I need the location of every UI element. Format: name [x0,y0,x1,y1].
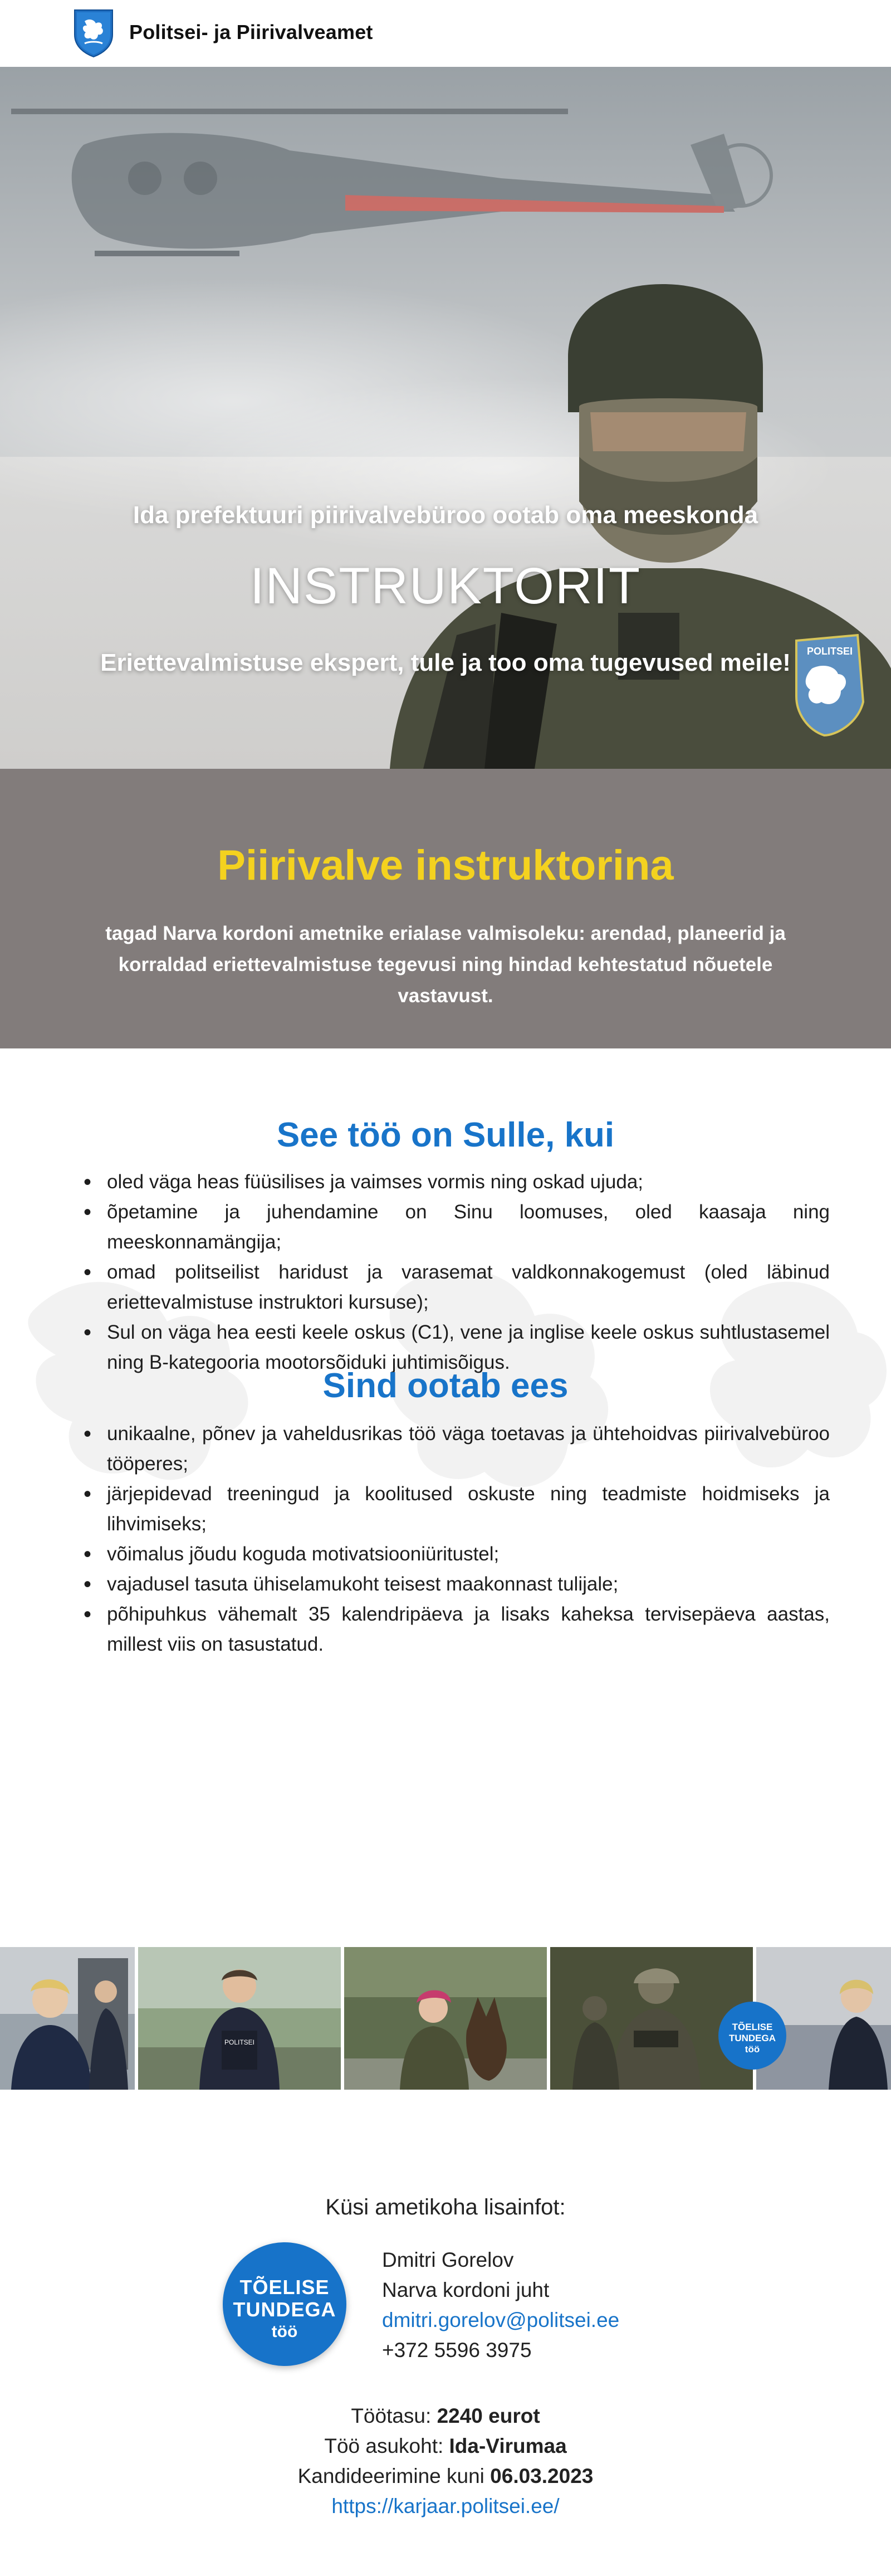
photo-officer-with-dog [344,1947,547,2090]
strip-badge-line1: TÕELISE [732,2022,773,2032]
requirements-title: See töö on Sulle, kui [276,1116,615,1154]
list-item: • vajadusel tasuta ühiselamukoht teisest maakonnast tulijale; [107,1569,830,1599]
location-label: Töö asukoht: [324,2434,449,2457]
salary-label: Töötasu: [351,2404,437,2427]
salary-line [0,2401,891,2431]
deadline-value: 06.03.2023 [490,2465,594,2487]
role-summary-title: Piirivalve instruktorina [217,842,674,889]
svg-text:POLITSEI: POLITSEI [224,2038,255,2046]
role-summary-text: tagad Narva kordoni ametnike erialase valmisoleku: arendad, planeerid ja korraldad eriettevalmistuse tegevusi ning hindad kehtestatud nõuetele vastavust. [105,923,786,1007]
list-item: • õpetamine ja juhendamine on Sinu loomuses, oled kaasaja ning meeskonnamängija; [107,1197,830,1257]
contact-person [382,2245,619,2365]
hero-title: INSTRUKTORIT [249,558,642,614]
list-item: • võimalus jõudu koguda motivatsiooniüritustel; [107,1539,830,1569]
site-header [0,0,891,67]
photo-officer-uniform [138,1947,341,2090]
toelise-tundega-strip-badge [718,2002,786,2070]
list-item: • Sul on väga hea eesti keele oskus (C1), vene ja inglise keele oskus suhtlustasemel ning B-kategooria mootorsõiduki juhtimisõigus. [107,1318,830,1378]
location-value: Ida-Virumaa [449,2434,567,2457]
offers-title: Sind ootab ees [322,1367,569,1405]
strip-badge-line2: TUNDEGA [728,2033,776,2043]
org-name: Politsei- ja Piirivalveamet [129,21,373,43]
toelise-tundega-badge [223,2242,346,2366]
location-line [0,2431,891,2461]
list-item: • unikaalne, põnev ja vaheldusrikas töö väga toetavas ja ühtehoidvas piirivalvebüroo tööperes; [107,1419,830,1479]
career-site-link[interactable]: https://karjaar.politsei.ee/ [331,2495,560,2518]
list-item: • järjepidevad treeningud ja koolitused oskuste ning teadmiste hoidmiseks ja lihvimiseks; [107,1479,830,1539]
patch-text: POLITSEI [806,646,853,657]
ppa-crest-icon [72,7,115,58]
list-item: • põhipuhkus vähemalt 35 kalendripäeva ja lisaks kaheksa tervisepäeva aastas, millest viis on tasustatud. [107,1599,830,1660]
list-item: • oled väga heas füüsilises ja vaimses vormis ning oskad ujuda; [107,1167,830,1197]
job-details [0,1048,891,1940]
list-item: • omad politseilist haridust ja varasemat valdkonnakogemust (oled läbinud eriettevalmistuse instruktori kursuse); [107,1257,830,1318]
badge-line3: töö [271,2323,298,2341]
contact-role: Narva kordoni juht [382,2279,550,2301]
contact-name: Dmitri Gorelov [382,2248,514,2271]
requirements-list [84,1167,830,1378]
role-summary-band [0,769,891,1048]
salary-value: 2240 eurot [437,2404,540,2427]
offers-list [84,1419,830,1660]
contact-phone: +372 5596 3975 [382,2339,532,2362]
hero-subtitle: Ida prefektuuri piirivalvebüroo ootab oma meeskonda [133,501,758,529]
deadline-label: Kandideerimine kuni [297,2465,491,2487]
strip-badge-line3: töö [745,2044,760,2055]
deadline-line [0,2461,891,2491]
badge-line1: TÕELISE [239,2276,330,2299]
contact-heading: Küsi ametikoha lisainfot: [325,2195,566,2219]
logo-link[interactable] [72,7,373,58]
photo-officers-suits [0,1947,135,2090]
hero-banner [0,67,891,769]
badge-line2: TUNDEGA [233,2298,336,2321]
job-facts [0,2401,891,2521]
contact-email-link[interactable]: dmitri.gorelov@politsei.ee [382,2309,620,2331]
hero-tagline: Eriettevalmistuse ekspert, tule ja too oma tugevused meile! [100,649,791,676]
